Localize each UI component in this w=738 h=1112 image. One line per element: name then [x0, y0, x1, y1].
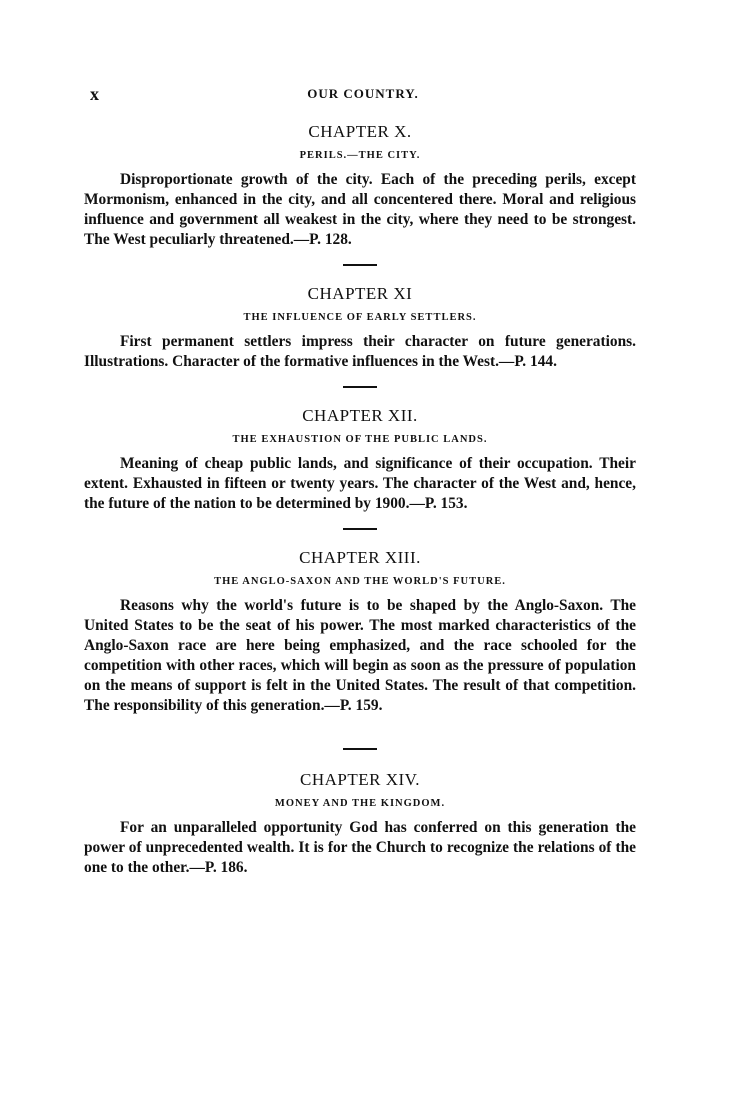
chapter-summary: [84, 770, 636, 878]
chapter-subtitle: MONEY AND THE KINGDOM.: [274, 798, 446, 809]
chapter-summary: [84, 548, 636, 716]
section-divider: [343, 528, 377, 530]
chapter-heading: CHAPTER XIII.: [299, 548, 421, 567]
chapter-heading: CHAPTER XII.: [302, 406, 418, 425]
chapter-summary: [84, 284, 636, 372]
contents-body: [84, 122, 636, 878]
chapter-synopsis: First permanent settlers impress their character on future generations. Illustrations. Character of the formative influences in the West.—P. 144.: [84, 333, 636, 370]
chapter-subtitle: THE ANGLO-SAXON AND THE WORLD'S FUTURE.: [214, 576, 506, 587]
chapter-heading: CHAPTER XIV.: [300, 770, 420, 789]
chapter-synopsis: Reasons why the world's future is to be shaped by the Anglo-Saxon. The United States to be the seat of his power. The most marked characteristics of the Anglo-Saxon race are here being emphasized, and the race schooled for the competition with other races, which will begin as soon as the pressure of population on the means of support is felt in the United States. The result of that competition. The responsibility of this generation.—P. 159.: [84, 597, 636, 714]
chapter-heading: CHAPTER X.: [308, 122, 412, 141]
section-divider: [343, 264, 377, 266]
chapter-synopsis: Meaning of cheap public lands, and significance of their occupation. Their extent. Exhausted in fifteen or twenty years. The character of the West and, hence, the future of the nation to be determined by 1900.—P. 153.: [84, 455, 636, 512]
chapter-heading: CHAPTER XI: [307, 284, 413, 303]
chapter-subtitle: THE EXHAUSTION OF THE PUBLIC LANDS.: [232, 434, 488, 445]
running-title: OUR COUNTRY.: [307, 86, 419, 101]
chapter-synopsis: Disproportionate growth of the city. Each of the preceding perils, except Mormonism, enhanced in the city, and all concentered there. Moral and religious influence and government all weakest in the city, where they need to be strongest. The West peculiarly threatened.—P. 128.: [84, 171, 636, 248]
chapter-summary: [84, 406, 636, 514]
page-number: x: [90, 84, 100, 104]
chapter-subtitle: PERILS.—THE CITY.: [299, 150, 421, 161]
section-divider: [343, 386, 377, 388]
section-divider: [343, 748, 377, 750]
running-head: [90, 84, 636, 106]
chapter-summary: [84, 122, 636, 250]
chapter-subtitle: THE INFLUENCE OF EARLY SETTLERS.: [243, 312, 477, 323]
chapter-synopsis: For an unparalleled opportunity God has conferred on this generation the power of unprecedented wealth. It is for the Church to recognize the relations of the one to the other.—P. 186.: [84, 819, 636, 876]
